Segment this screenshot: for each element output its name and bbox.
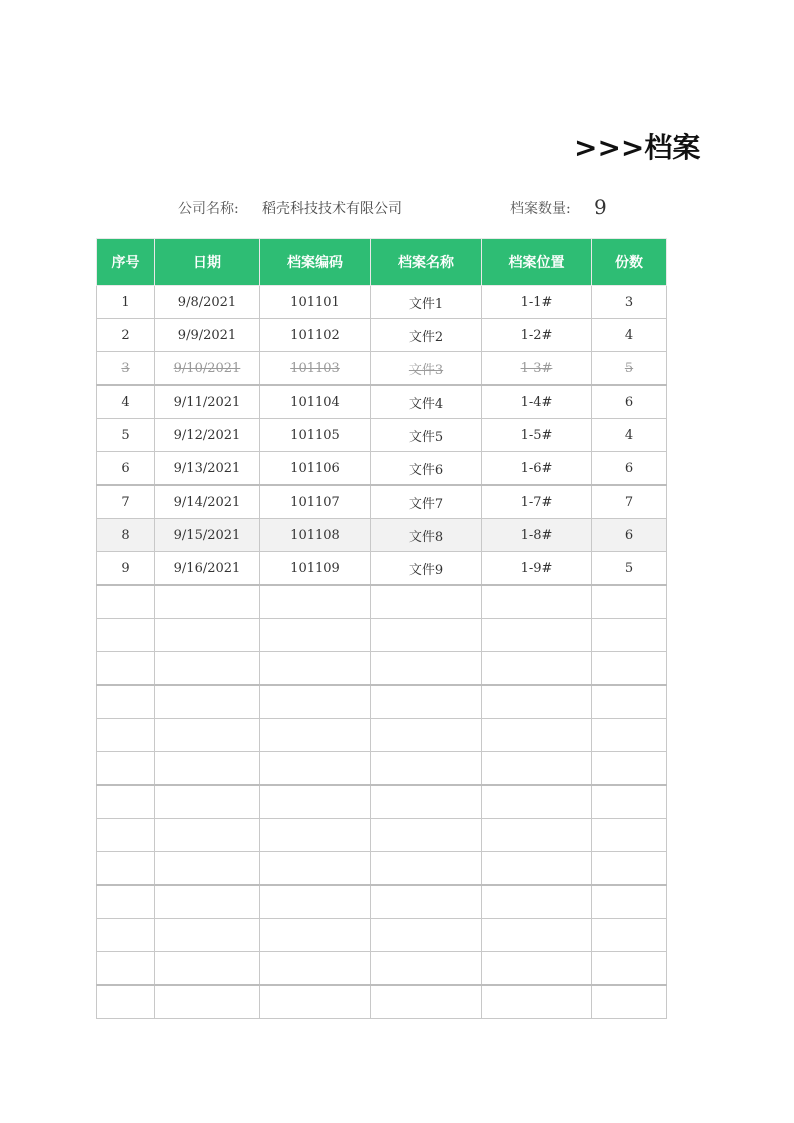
company-name: 稻壳科技技术有限公司 bbox=[262, 201, 402, 217]
quantity-cell[interactable]: 4 bbox=[592, 319, 667, 352]
table-row bbox=[97, 519, 667, 552]
quantity-cell[interactable]: 3 bbox=[592, 286, 667, 319]
serial-cell[interactable]: 4 bbox=[97, 385, 155, 419]
empty-cell[interactable] bbox=[155, 885, 260, 919]
empty-cell[interactable] bbox=[482, 852, 592, 886]
empty-cell[interactable] bbox=[592, 685, 667, 719]
count-label: 档案数量: bbox=[510, 201, 571, 217]
empty-cell[interactable] bbox=[155, 619, 260, 652]
empty-cell[interactable] bbox=[371, 685, 482, 719]
empty-cell[interactable] bbox=[371, 752, 482, 786]
quantity-cell[interactable]: 4 bbox=[592, 419, 667, 452]
location-cell[interactable]: 1-4# bbox=[482, 385, 592, 419]
serial-cell[interactable]: 5 bbox=[97, 419, 155, 452]
serial-cell[interactable]: 1 bbox=[97, 286, 155, 319]
empty-cell[interactable] bbox=[371, 852, 482, 886]
date-cell[interactable]: 9/15/2021 bbox=[155, 519, 260, 552]
name-cell[interactable]: 文件5 bbox=[371, 419, 482, 452]
empty-cell[interactable] bbox=[260, 819, 371, 852]
company-label: 公司名称: bbox=[178, 201, 239, 217]
empty-row bbox=[97, 619, 667, 652]
empty-cell[interactable] bbox=[97, 985, 155, 1019]
empty-cell[interactable] bbox=[97, 885, 155, 919]
empty-cell[interactable] bbox=[592, 985, 667, 1019]
location-cell[interactable]: 1-8# bbox=[482, 519, 592, 552]
code-cell[interactable]: 101104 bbox=[260, 385, 371, 419]
empty-cell[interactable] bbox=[97, 652, 155, 686]
empty-cell[interactable] bbox=[260, 585, 371, 619]
location-cell[interactable]: 1-9# bbox=[482, 552, 592, 586]
empty-cell[interactable] bbox=[592, 885, 667, 919]
location-cell[interactable]: 1-7# bbox=[482, 485, 592, 519]
empty-cell[interactable] bbox=[592, 619, 667, 652]
empty-cell[interactable] bbox=[155, 752, 260, 786]
empty-row bbox=[97, 752, 667, 786]
empty-cell[interactable] bbox=[482, 685, 592, 719]
empty-cell[interactable] bbox=[371, 919, 482, 952]
table-row bbox=[97, 552, 667, 586]
location-cell[interactable]: 1-1# bbox=[482, 286, 592, 319]
location-cell[interactable]: 1-3# bbox=[482, 352, 592, 386]
date-cell[interactable]: 9/16/2021 bbox=[155, 552, 260, 586]
quantity-cell[interactable]: 6 bbox=[592, 452, 667, 486]
empty-cell[interactable] bbox=[155, 585, 260, 619]
table-row bbox=[97, 286, 667, 319]
date-cell[interactable]: 9/12/2021 bbox=[155, 419, 260, 452]
serial-cell[interactable]: 7 bbox=[97, 485, 155, 519]
header-cell[interactable]: 档案位置 bbox=[482, 239, 592, 286]
name-cell[interactable]: 文件9 bbox=[371, 552, 482, 586]
empty-cell[interactable] bbox=[482, 785, 592, 819]
quantity-cell[interactable]: 5 bbox=[592, 352, 667, 386]
date-cell[interactable]: 9/13/2021 bbox=[155, 452, 260, 486]
date-cell[interactable]: 9/14/2021 bbox=[155, 485, 260, 519]
empty-cell[interactable] bbox=[155, 919, 260, 952]
empty-row bbox=[97, 685, 667, 719]
empty-cell[interactable] bbox=[155, 685, 260, 719]
empty-row bbox=[97, 785, 667, 819]
code-cell[interactable]: 101101 bbox=[260, 286, 371, 319]
empty-row bbox=[97, 819, 667, 852]
table-row bbox=[97, 319, 667, 352]
empty-cell[interactable] bbox=[97, 919, 155, 952]
empty-cell[interactable] bbox=[260, 885, 371, 919]
empty-cell[interactable] bbox=[155, 719, 260, 752]
empty-cell[interactable] bbox=[97, 719, 155, 752]
empty-row bbox=[97, 652, 667, 686]
empty-cell[interactable] bbox=[260, 785, 371, 819]
code-cell[interactable]: 101103 bbox=[260, 352, 371, 386]
location-cell[interactable]: 1-2# bbox=[482, 319, 592, 352]
empty-cell[interactable] bbox=[260, 919, 371, 952]
code-cell[interactable]: 101109 bbox=[260, 552, 371, 586]
empty-cell[interactable] bbox=[260, 719, 371, 752]
empty-cell[interactable] bbox=[592, 919, 667, 952]
date-cell[interactable]: 9/8/2021 bbox=[155, 286, 260, 319]
empty-cell[interactable] bbox=[155, 985, 260, 1019]
code-cell[interactable]: 101105 bbox=[260, 419, 371, 452]
empty-cell[interactable] bbox=[260, 952, 371, 986]
empty-cell[interactable] bbox=[371, 885, 482, 919]
table-row bbox=[97, 419, 667, 452]
empty-cell[interactable] bbox=[482, 819, 592, 852]
empty-cell[interactable] bbox=[260, 685, 371, 719]
table-body bbox=[97, 286, 667, 1019]
table-row bbox=[97, 385, 667, 419]
header-cell[interactable]: 份数 bbox=[592, 239, 667, 286]
quantity-cell[interactable]: 5 bbox=[592, 552, 667, 586]
empty-cell[interactable] bbox=[592, 585, 667, 619]
empty-cell[interactable] bbox=[482, 619, 592, 652]
empty-row bbox=[97, 952, 667, 986]
empty-row bbox=[97, 885, 667, 919]
code-cell[interactable]: 101106 bbox=[260, 452, 371, 486]
empty-cell[interactable] bbox=[260, 985, 371, 1019]
title-clip bbox=[560, 124, 701, 172]
empty-row bbox=[97, 852, 667, 886]
empty-cell[interactable] bbox=[371, 985, 482, 1019]
empty-cell[interactable] bbox=[482, 752, 592, 786]
serial-cell[interactable]: 6 bbox=[97, 452, 155, 486]
empty-cell[interactable] bbox=[155, 952, 260, 986]
name-cell[interactable]: 文件7 bbox=[371, 485, 482, 519]
archive-table bbox=[96, 238, 667, 1019]
location-cell[interactable]: 1-6# bbox=[482, 452, 592, 486]
empty-cell[interactable] bbox=[482, 585, 592, 619]
empty-cell[interactable] bbox=[592, 819, 667, 852]
empty-cell[interactable] bbox=[260, 652, 371, 686]
quantity-cell[interactable]: 6 bbox=[592, 519, 667, 552]
serial-cell[interactable]: 8 bbox=[97, 519, 155, 552]
empty-cell[interactable] bbox=[592, 952, 667, 986]
empty-row bbox=[97, 719, 667, 752]
empty-cell[interactable] bbox=[482, 885, 592, 919]
empty-cell[interactable] bbox=[97, 819, 155, 852]
empty-cell[interactable] bbox=[97, 685, 155, 719]
empty-cell[interactable] bbox=[260, 752, 371, 786]
empty-cell[interactable] bbox=[260, 852, 371, 886]
empty-cell[interactable] bbox=[592, 752, 667, 786]
empty-cell[interactable] bbox=[97, 952, 155, 986]
empty-row bbox=[97, 585, 667, 619]
empty-cell[interactable] bbox=[592, 785, 667, 819]
empty-cell[interactable] bbox=[371, 619, 482, 652]
empty-cell[interactable] bbox=[155, 852, 260, 886]
table-row bbox=[97, 485, 667, 519]
code-cell[interactable]: 101108 bbox=[260, 519, 371, 552]
serial-cell[interactable]: 2 bbox=[97, 319, 155, 352]
empty-cell[interactable] bbox=[482, 952, 592, 986]
name-cell[interactable]: 文件2 bbox=[371, 319, 482, 352]
header-cell[interactable]: 档案编码 bbox=[260, 239, 371, 286]
empty-cell[interactable] bbox=[97, 585, 155, 619]
header-row bbox=[97, 239, 667, 286]
empty-cell[interactable] bbox=[97, 619, 155, 652]
empty-cell[interactable] bbox=[592, 719, 667, 752]
quantity-cell[interactable]: 6 bbox=[592, 385, 667, 419]
table-row bbox=[97, 452, 667, 486]
empty-cell[interactable] bbox=[371, 819, 482, 852]
name-cell[interactable]: 文件1 bbox=[371, 286, 482, 319]
empty-cell[interactable] bbox=[371, 585, 482, 619]
empty-row bbox=[97, 985, 667, 1019]
empty-cell[interactable] bbox=[97, 785, 155, 819]
empty-cell[interactable] bbox=[155, 819, 260, 852]
code-cell[interactable]: 101107 bbox=[260, 485, 371, 519]
empty-cell[interactable] bbox=[482, 919, 592, 952]
empty-cell[interactable] bbox=[482, 652, 592, 686]
empty-cell[interactable] bbox=[260, 619, 371, 652]
count-value: 9 bbox=[594, 195, 607, 219]
serial-cell[interactable]: 9 bbox=[97, 552, 155, 586]
date-cell[interactable]: 9/10/2021 bbox=[155, 352, 260, 386]
empty-cell[interactable] bbox=[97, 852, 155, 886]
empty-cell[interactable] bbox=[592, 852, 667, 886]
empty-cell[interactable] bbox=[371, 785, 482, 819]
empty-cell[interactable] bbox=[482, 719, 592, 752]
header-cell[interactable]: 序号 bbox=[97, 239, 155, 286]
serial-cell[interactable]: 3 bbox=[97, 352, 155, 386]
date-cell[interactable]: 9/9/2021 bbox=[155, 319, 260, 352]
name-cell[interactable]: 文件8 bbox=[371, 519, 482, 552]
name-cell[interactable]: 文件6 bbox=[371, 452, 482, 486]
empty-cell[interactable] bbox=[155, 652, 260, 686]
empty-row bbox=[97, 919, 667, 952]
name-cell[interactable]: 文件4 bbox=[371, 385, 482, 419]
header-cell[interactable]: 档案名称 bbox=[371, 239, 482, 286]
empty-cell[interactable] bbox=[592, 652, 667, 686]
empty-cell[interactable] bbox=[482, 985, 592, 1019]
header-cell[interactable]: 日期 bbox=[155, 239, 260, 286]
empty-cell[interactable] bbox=[155, 785, 260, 819]
page-title: >>>档案 bbox=[574, 131, 701, 164]
name-cell[interactable]: 文件3 bbox=[371, 352, 482, 386]
date-cell[interactable]: 9/11/2021 bbox=[155, 385, 260, 419]
empty-cell[interactable] bbox=[371, 952, 482, 986]
location-cell[interactable]: 1-5# bbox=[482, 419, 592, 452]
code-cell[interactable]: 101102 bbox=[260, 319, 371, 352]
table-row bbox=[97, 352, 667, 386]
empty-cell[interactable] bbox=[371, 719, 482, 752]
quantity-cell[interactable]: 7 bbox=[592, 485, 667, 519]
empty-cell[interactable] bbox=[371, 652, 482, 686]
empty-cell[interactable] bbox=[97, 752, 155, 786]
